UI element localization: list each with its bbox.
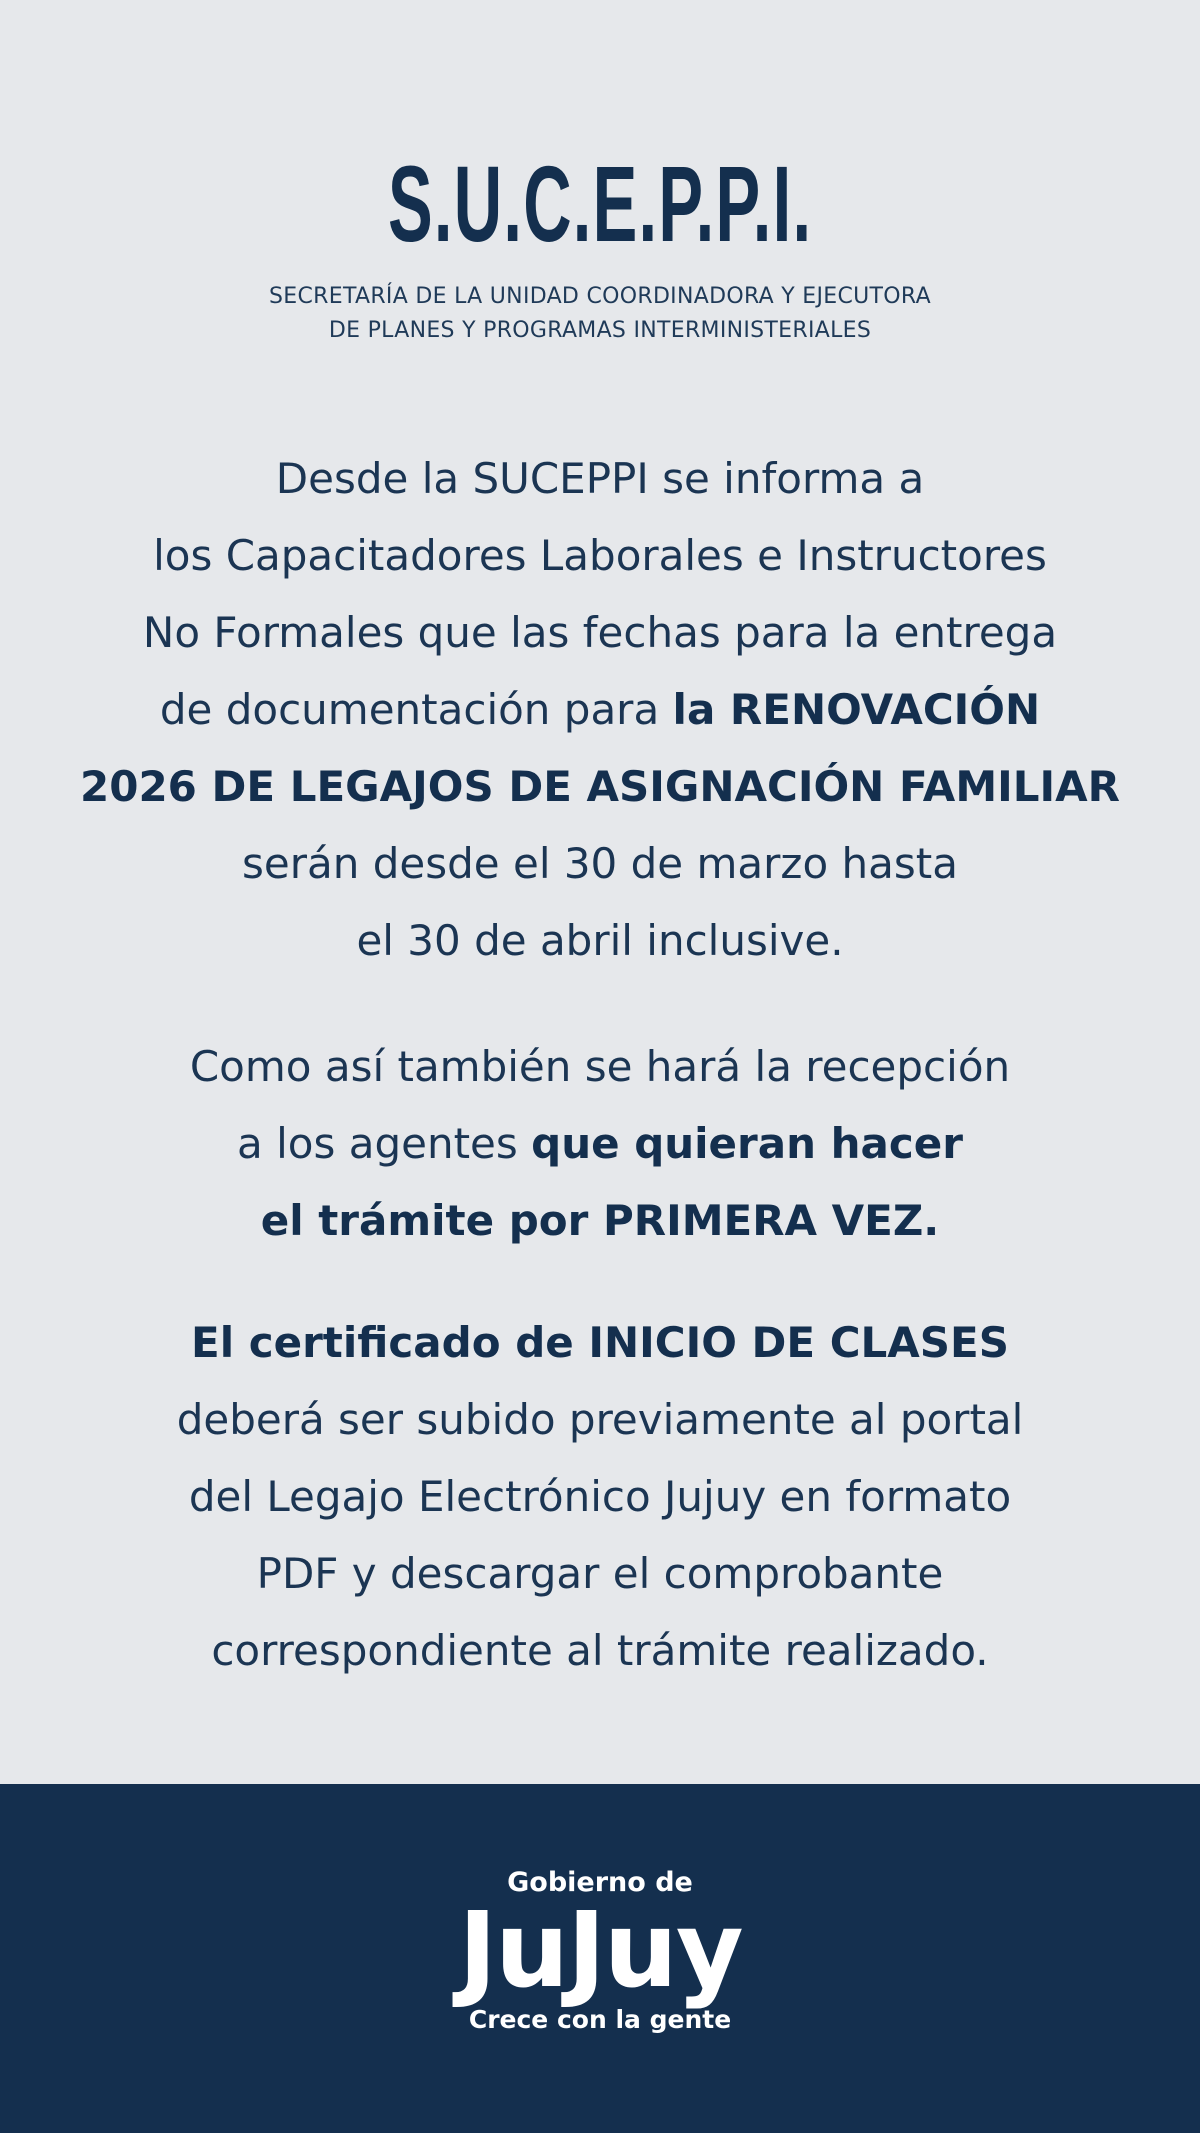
brand-slogan-text: Crece con la gente (468, 2005, 732, 2034)
footer-band (0, 1784, 1200, 2133)
p1-line-4-normal: de documentación para (159, 685, 673, 734)
p1-line-4-bold: la RENOVACIÓN (672, 685, 1041, 734)
sucepp-header (0, 143, 1200, 348)
brand-top-text: Gobierno de (507, 1867, 693, 1898)
announcement-paragraph-1 (0, 440, 1200, 979)
p1-line-3: No Formales que las fechas para la entrega (142, 608, 1058, 657)
subtitle-line-1: SECRETARÍA DE LA UNIDAD COORDINADORA Y EJECUTORA (269, 284, 931, 309)
p1-line-5: 2026 DE LEGAJOS DE ASIGNACIÓN FAMILIAR (80, 762, 1120, 811)
p1-line-4 (0, 671, 1200, 748)
p3-line-3: del Legajo Electrónico Jujuy en formato (188, 1472, 1012, 1521)
p1-line-6: serán desde el 30 de marzo hasta (242, 839, 958, 888)
announcement-paragraph-2 (0, 1028, 1200, 1259)
brand-name-text: JuJuy (458, 1889, 742, 2011)
p2-line-2-bold: que quieran hacer (531, 1119, 963, 1168)
gobierno-jujuy-logo (0, 1866, 1200, 2036)
p2-line-2 (0, 1105, 1200, 1182)
p2-line-1: Como así también se hará la recepción (189, 1042, 1011, 1091)
p2-line-2-normal: a los agentes (237, 1119, 532, 1168)
p1-line-7: el 30 de abril inclusive. (356, 916, 844, 965)
sucepp-logo: S.U.C.E.P.P.I. (387, 143, 813, 264)
p3-line-1: El certificado de INICIO DE CLASES (191, 1318, 1009, 1367)
sucepp-subtitle (0, 280, 1200, 348)
p1-line-2: los Capacitadores Laborales e Instructores (153, 531, 1047, 580)
announcement-paragraph-3 (0, 1304, 1200, 1689)
p1-line-1: Desde la SUCEPPI se informa a (275, 454, 925, 503)
p3-line-5: correspondiente al trámite realizado. (211, 1626, 989, 1675)
p3-line-2: deberá ser subido previamente al portal (176, 1395, 1024, 1444)
subtitle-line-2: DE PLANES Y PROGRAMAS INTERMINISTERIALES (328, 318, 872, 343)
p2-line-3: el trámite por PRIMERA VEZ. (260, 1196, 940, 1245)
p3-line-4: PDF y descargar el comprobante (256, 1549, 944, 1598)
